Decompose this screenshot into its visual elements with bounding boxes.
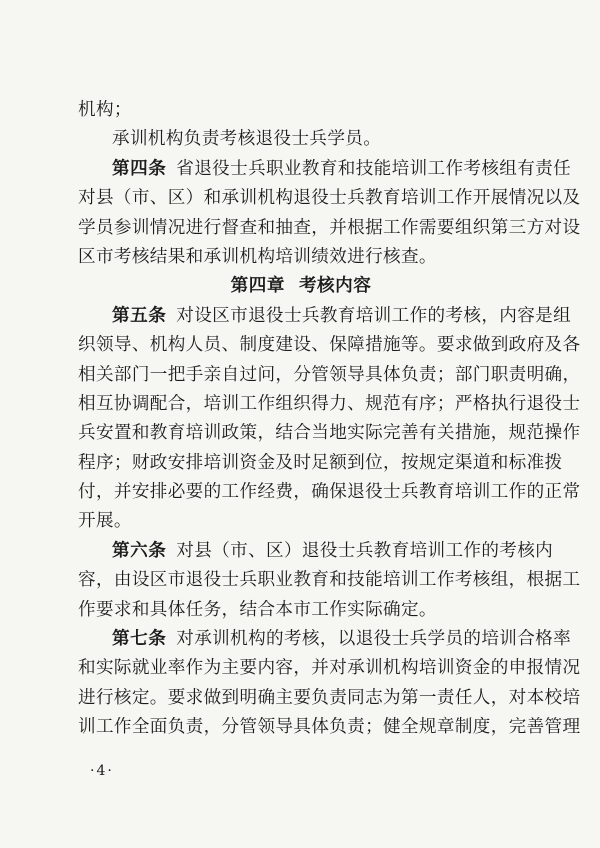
- text-line: 承训机构负责考核退役士兵学员。: [112, 129, 382, 150]
- text-line: 机构；: [78, 100, 132, 120]
- article-text: 省退役士兵职业教育和技能培训工作考核组有责任: [176, 158, 572, 179]
- article-6-first-line: [78, 537, 554, 566]
- document-page: [78, 96, 581, 743]
- chapter-heading: [78, 272, 524, 301]
- article-number: 第五条: [112, 305, 167, 326]
- text-line: 区市考核结果和承训机构培训绩效进行核查。: [78, 246, 437, 267]
- text-line: 开展。: [78, 511, 132, 532]
- text-line: 作要求和具体任务，结合本市工作实际确定。: [78, 599, 437, 620]
- text-line: 程序；财政安排培训资金及时足额到位，按规定渠道和标准拨: [78, 452, 563, 473]
- text-line: 对县（市、区）和承训机构退役士兵教育培训工作开展情况以及: [78, 188, 581, 209]
- text-line: 训工作全面负责，分管领导具体负责；健全规章制度，完善管理: [78, 717, 581, 738]
- article-4-first-line: [78, 155, 572, 184]
- article-text: 对县（市、区）退役士兵教育培训工作的考核内: [176, 540, 554, 561]
- article-number: 第四条: [112, 158, 167, 179]
- text-line: 相关部门一把手亲自过问，分管领导具体负责；部门职责明确，: [78, 364, 581, 385]
- article-text: 对承训机构的考核，以退役士兵学员的培训合格率: [176, 629, 572, 650]
- chapter-number: 第四章: [230, 276, 285, 297]
- text-line: 容，由设区市退役士兵职业教育和技能培训工作考核组，根据工: [78, 570, 581, 591]
- article-7-first-line: [78, 625, 572, 654]
- text-line: 和实际就业率作为主要内容，并对承训机构培训资金的申报情况: [78, 658, 581, 679]
- text-line: 学员参训情况进行督查和抽查，并根据工作需要组织第三方对设: [78, 217, 581, 238]
- article-text: 对设区市退役士兵教育培训工作的考核，内容是组: [176, 305, 572, 326]
- article-5-first-line: [78, 302, 572, 331]
- text-line: 进行核定。要求做到明确主要负责同志为第一责任人，对本校培: [78, 687, 581, 708]
- chapter-title: 考核内容: [298, 276, 372, 297]
- text-line: 兵安置和教育培训政策，结合当地实际完善有关措施，规范操作: [78, 423, 581, 444]
- article-number: 第六条: [112, 540, 167, 561]
- text-line: 付，并安排必要的工作经费，确保退役士兵教育培训工作的正常: [78, 482, 581, 503]
- text-line: 织领导、机构人员、制度建设、保障措施等。要求做到政府及各: [78, 335, 581, 356]
- article-number: 第七条: [112, 629, 167, 650]
- page-number: ·4·: [90, 763, 114, 779]
- text-line: 相互协调配合，培训工作组织得力、规范有序；严格执行退役士: [78, 393, 581, 414]
